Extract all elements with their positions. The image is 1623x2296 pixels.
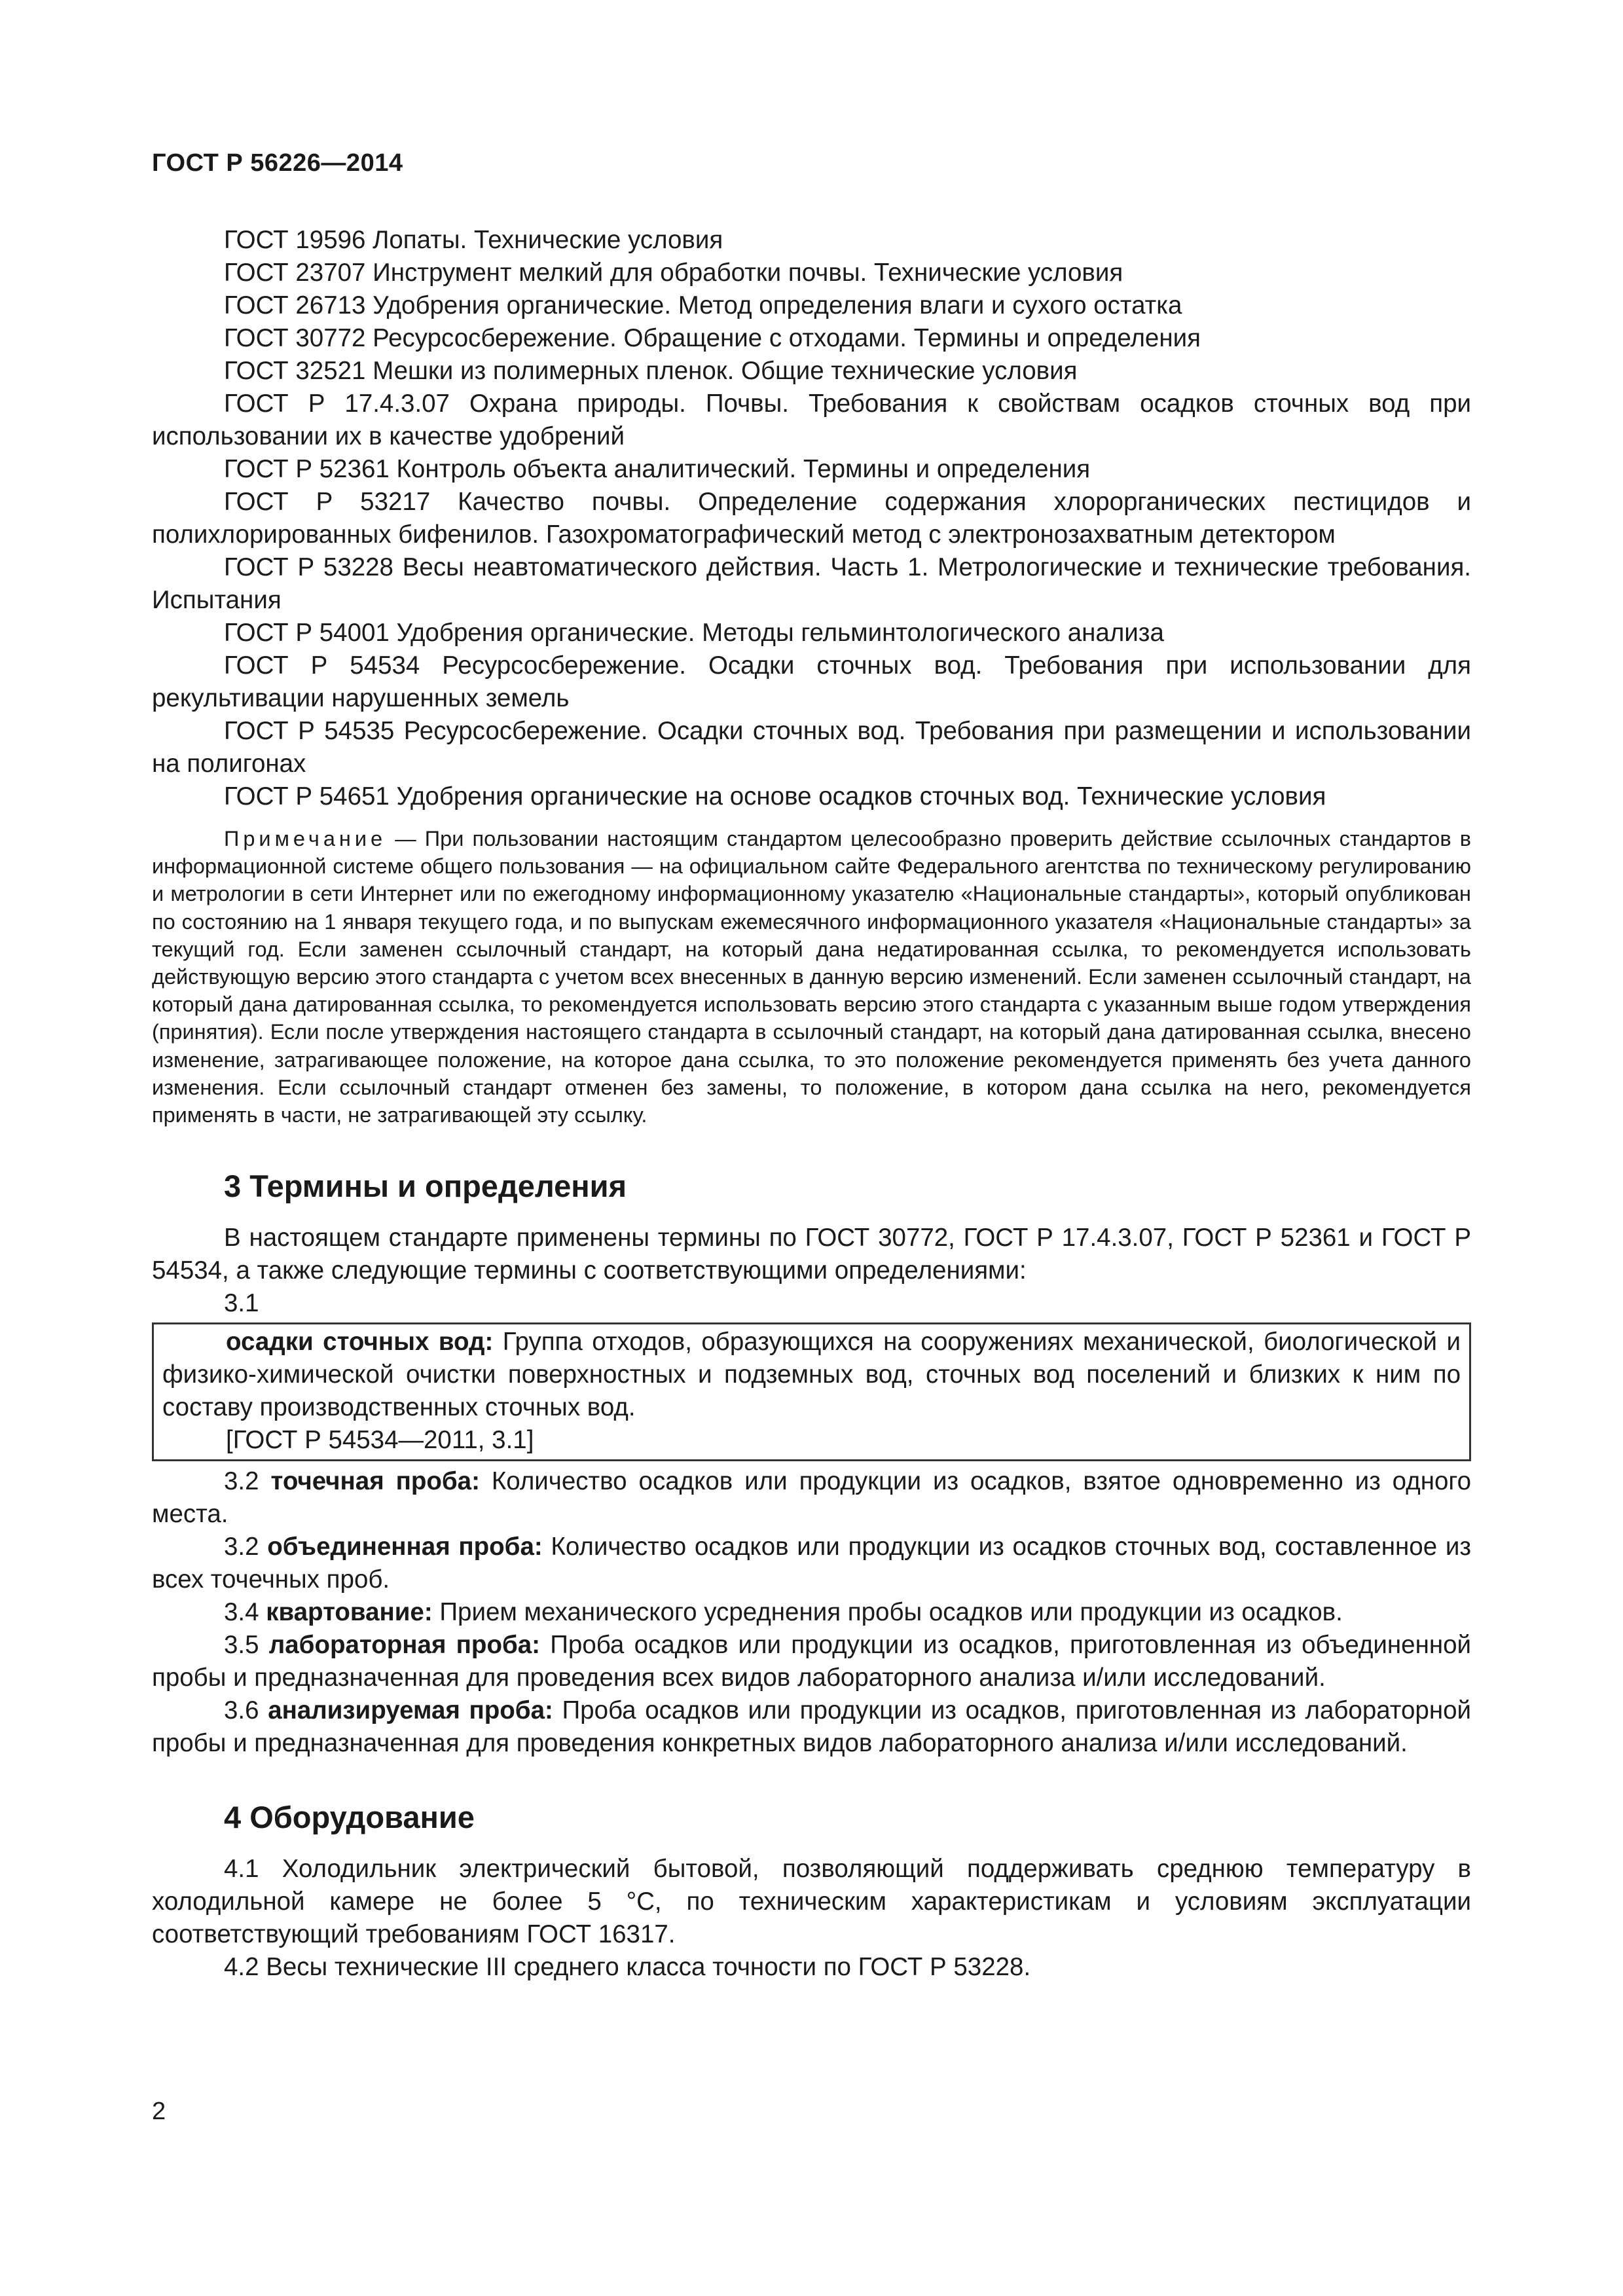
term-item: 3.5 лабораторная проба: Проба осадков или продукции из осадков, приготовленная из объединенной пробы и предназначенная для проведения всех видов лабораторного анализа и/или исследований. xyxy=(152,1631,1472,1692)
note-text: — При пользовании настоящим стандартом целесообразно проверить действие ссылочных стандартов в информационной системе общего пользования — на официальном сайте Федерального агентства по техническому регулированию и метрологии в сети Интернет или по ежегодному информационному указателю «Национальные стандарты», который опубликован по состоянию на 1 января текущего года, и по выпускам ежемесячного информационного указателя «Национальные стандарты» за текущий год. Если заменен ссылочный стандарт, на который дана недатированная ссылка, то рекомендуется использовать действующую версию этого стандарта с учетом всех внесенных в данную версию изменений. Если заменен ссылочный стандарт, на который дана датированная ссылка, то рекомендуется использовать версию этого стандарта с указанным выше годом утверждения (принятия). Если после утверждения настоящего стандарта в ссылочный стандарт, на который дана датированная ссылка, внесено изменение, затрагивающее положение, на которое дана ссылка, то это положение рекомендуется применять без учета данного изменения. Если ссылочный стандарт отменен без замены, то положение, в котором дана ссылка на него, рекомендуется применять в части, не затрагивающей эту ссылку. xyxy=(152,827,1471,1127)
page-number: 2 xyxy=(152,2098,166,2125)
note-paragraph xyxy=(152,825,1471,1129)
reference-item: ГОСТ 19596 Лопаты. Технические условия xyxy=(224,226,723,254)
reference-item: ГОСТ 32521 Мешки из полимерных пленок. Общие технические условия xyxy=(224,357,1078,385)
term-item: 3.6 анализируемая проба: Проба осадков или продукции из осадков, приготовленная из лабораторной пробы и предназначенная для проведения конкретных видов лабораторного анализа и/или исследований. xyxy=(152,1696,1471,1758)
term-item: 3.2 точечная проба: Количество осадков или продукции из осадков, взятое одновременно из одного места. xyxy=(152,1467,1471,1529)
reference-item: ГОСТ 23707 Инструмент мелкий для обработки почвы. Технические условия xyxy=(224,259,1123,287)
reference-item: ГОСТ 26713 Удобрения органические. Метод определения влаги и сухого остатка xyxy=(224,291,1182,319)
term-item: 3.4 квартование: Прием механического усреднения пробы осадков или продукции из осадков. xyxy=(224,1598,1343,1627)
equipment-item: 4.2 Весы технические III среднего класса точности по ГОСТ Р 53228. xyxy=(224,1953,1031,1982)
document-header: ГОСТ Р 56226—2014 xyxy=(152,149,403,177)
section-3-title: 3 Термины и определения xyxy=(224,1169,627,1204)
reference-item: ГОСТ 30772 Ресурсосбережение. Обращение с отходами. Термины и определения xyxy=(224,324,1201,352)
reference-item: ГОСТ Р 53217 Качество почвы. Определение содержания хлорорганических пестицидов и полихлорированных бифенилов. Газохроматографический метод с электронозахватным детектором xyxy=(152,488,1471,549)
term-item: 3.2 объединенная проба: Количество осадков или продукции из осадков сточных вод, составленное из всех точечных проб. xyxy=(152,1533,1471,1594)
reference-item: ГОСТ Р 54001 Удобрения органические. Методы гельминтологического анализа xyxy=(224,619,1164,647)
equipment-item: 4.1 Холодильник электрический бытовой, позволяющий поддерживать среднюю температуру в холодильной камере не более 5 °С, по техническим характеристикам и условиям эксплуатации соответствующий требованиям ГОСТ 16317. xyxy=(152,1855,1471,1949)
reference-item: ГОСТ Р 54535 Ресурсосбережение. Осадки сточных вод. Требования при размещении и использовании на полигонах xyxy=(152,717,1471,778)
term-3-1-term: осадки сточных вод: xyxy=(226,1328,494,1357)
normative-references-list xyxy=(152,224,1471,813)
reference-item: ГОСТ Р 54651 Удобрения органические на основе осадков сточных вод. Технические условия xyxy=(224,782,1326,811)
page-content xyxy=(152,224,1471,1984)
term-3-1-definition: осадки сточных вод: Группа отходов, образующихся на сооружениях механической, биологической и физико-химической очистки поверхностных и подземных вод, сточных вод поселений и близких к ним по составу производственных сточных вод. xyxy=(162,1328,1461,1422)
reference-item: ГОСТ Р 53228 Весы неавтоматического действия. Часть 1. Метрологические и технические требования. Испытания xyxy=(152,553,1471,614)
term-3-1-number: 3.1 xyxy=(224,1289,259,1318)
note-label: Примечание xyxy=(224,827,387,850)
term-definition-box xyxy=(152,1322,1471,1461)
section-3-intro: В настоящем стандарте применены термины по ГОСТ 30772, ГОСТ Р 17.4.3.07, ГОСТ Р 52361 и ГОСТ Р 54534, а также следующие термины с соответствующими определениями: xyxy=(152,1224,1471,1285)
reference-item: ГОСТ Р 17.4.3.07 Охрана природы. Почвы. Требования к свойствам осадков сточных вод при использовании их в качестве удобрений xyxy=(152,390,1471,450)
reference-item: ГОСТ Р 52361 Контроль объекта аналитический. Термины и определения xyxy=(224,455,1091,483)
term-3-1-source: [ГОСТ Р 54534—2011, 3.1] xyxy=(226,1426,534,1455)
section-4-title: 4 Оборудование xyxy=(224,1800,475,1835)
reference-item: ГОСТ Р 54534 Ресурсосбережение. Осадки сточных вод. Требования при использовании для рекультивации нарушенных земель xyxy=(152,651,1471,712)
